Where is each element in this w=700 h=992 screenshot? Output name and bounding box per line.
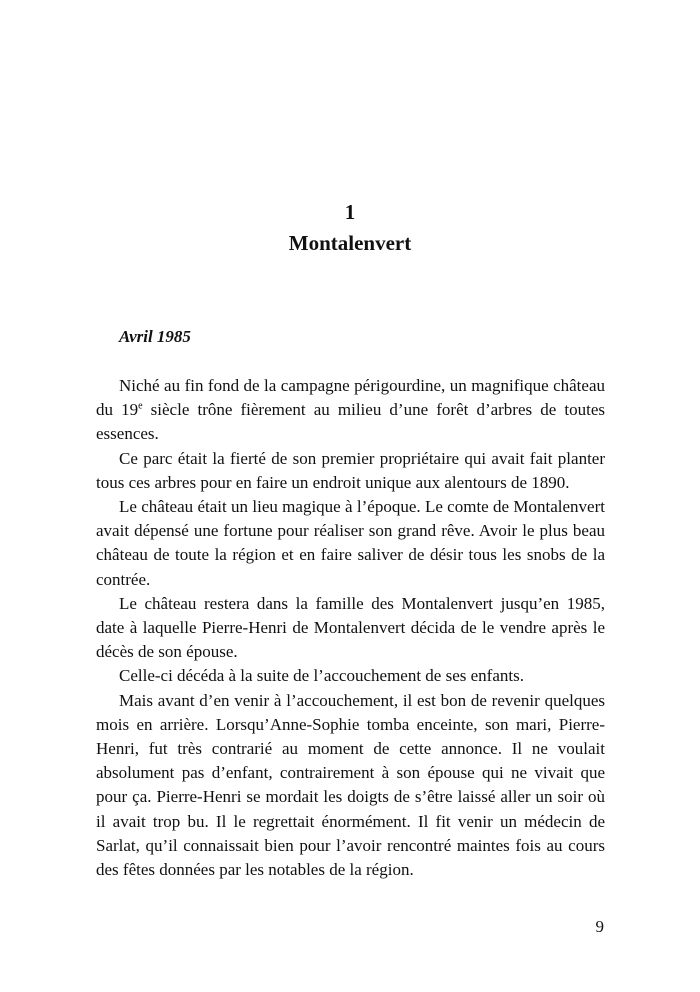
paragraph bbox=[96, 374, 605, 447]
paragraph: Mais avant d’en venir à l’accouchement, il est bon de revenir quelques mois en arrière. Lorsqu’Anne-Sophie tomba enceinte, son mari, Pierre-Henri, fut très contrarié au moment de cette annonce. Il ne voulait absolument pas d’enfant, contrairement à son épouse qui ne vivait que pour ça. Pierre-Henri se mordait les doigts de s’être laissé aller un soir où il avait trop bu. Il le regrettait énormément. Il fit venir un médecin de Sarlat, qu’il connaissait bien pour l’avoir rencontré maintes fois au cours des fêtes données par les notables de la région. bbox=[96, 690, 605, 880]
page-number: 9 bbox=[595, 917, 604, 936]
body-text bbox=[96, 374, 605, 882]
section-date: Avril 1985 bbox=[119, 327, 191, 346]
paragraph: Le château restera dans la famille des Montalenvert jusqu’en 1985, date à laquelle Pierre-Henri de Montalenvert décida de le vendre après le décès de son épouse. bbox=[96, 593, 605, 662]
paragraph-text: siècle trône fièrement au milieu d’une forêt d’arbres de toutes essences. bbox=[96, 400, 605, 444]
paragraph: Celle-ci décéda à la suite de l’accouchement de ses enfants. bbox=[119, 666, 524, 686]
chapter-title: Montalenvert bbox=[288, 231, 412, 255]
chapter-number: 1 bbox=[344, 200, 356, 224]
paragraph-text: Niché au fin fond de la campagne périgourdine, un magnifique château du 19 bbox=[96, 376, 605, 420]
paragraph: Ce parc était la fierté de son premier propriétaire qui avait fait planter tous ces arbres pour en faire un endroit unique aux alentours de 1890. bbox=[96, 448, 605, 492]
paragraph: Le château était un lieu magique à l’époque. Le comte de Montalenvert avait dépensé une fortune pour réaliser son grand rêve. Avoir le plus beau château de toute la région et en faire saliver de désir tous les snobs de la contrée. bbox=[96, 497, 605, 589]
superscript: e bbox=[138, 400, 143, 412]
